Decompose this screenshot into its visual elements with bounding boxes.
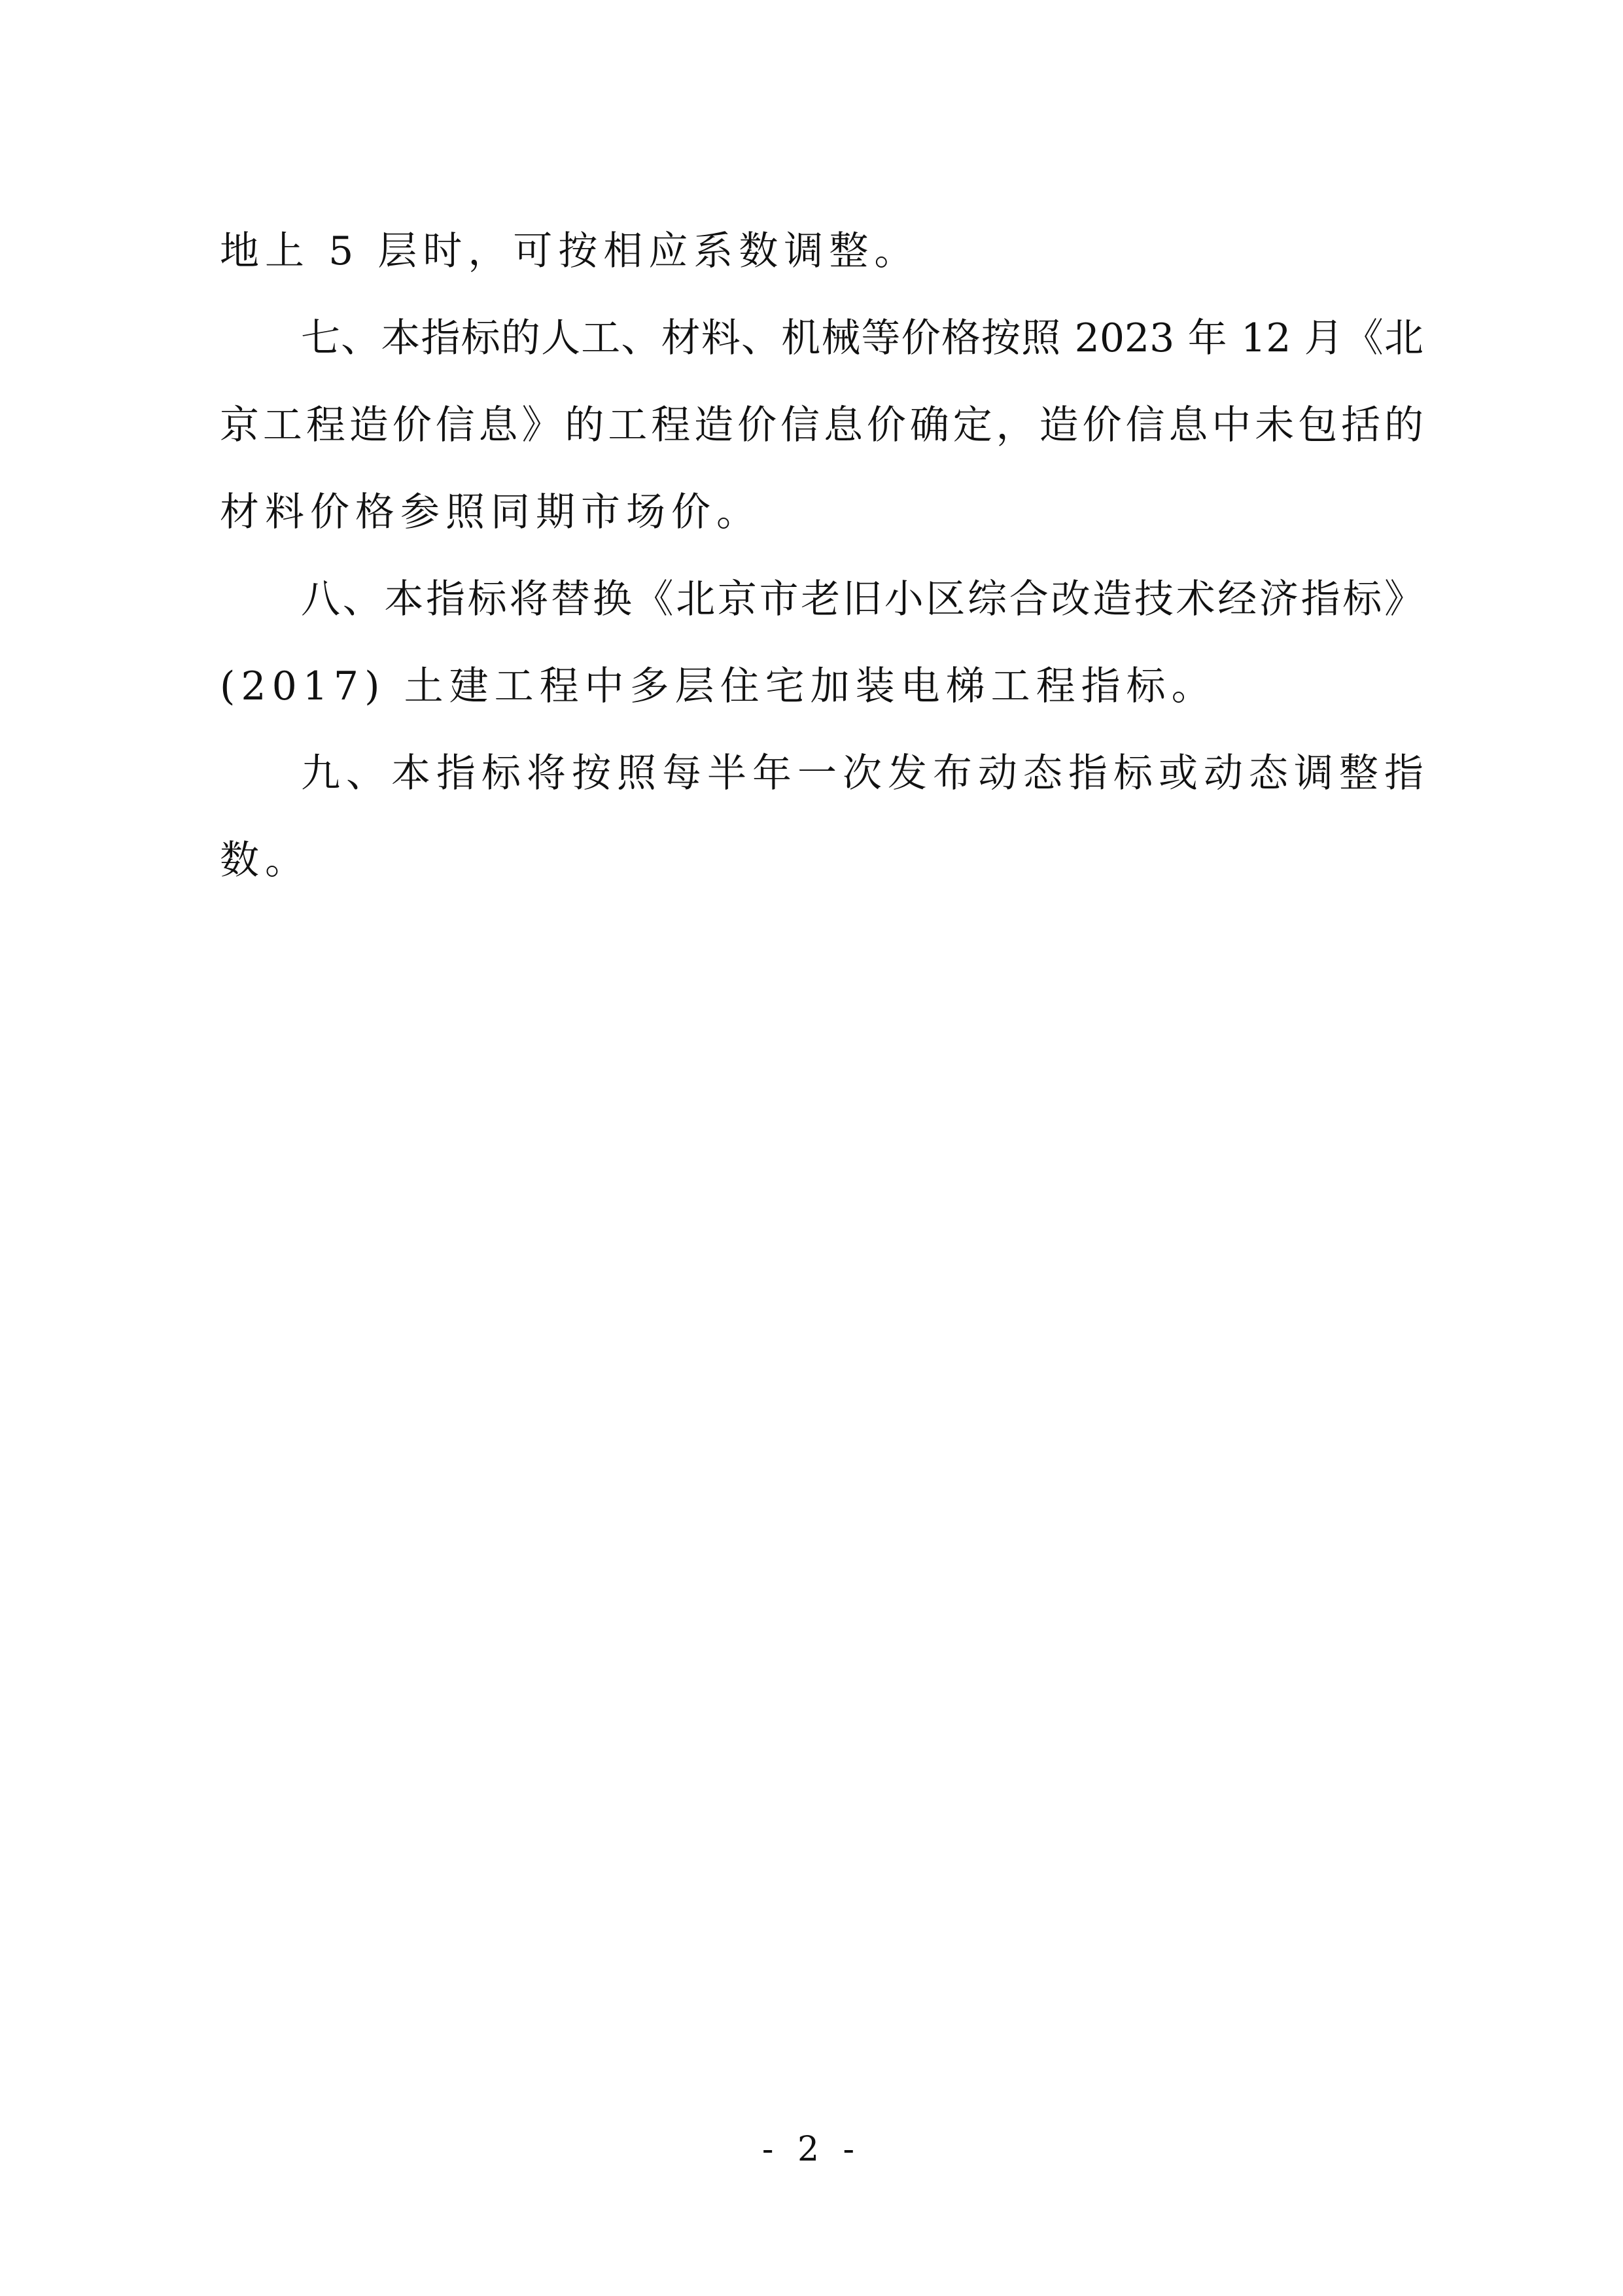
paragraph-6-line-2: 地上 5 层时，可按相应系数调整。: [220, 228, 920, 274]
paragraph-7-line-2: 京工程造价信息》的工程造价信息价确定，造价信息中未包括的: [220, 402, 1423, 448]
page-number: - 2 -: [761, 2130, 862, 2169]
paragraph-8-line-2: (2017) 土建工程中多层住宅加装电梯工程指标。: [220, 663, 1217, 709]
paragraph-9-line-2: 数。: [220, 838, 310, 883]
paragraph-9-line-1: 九、本指标将按照每半年一次发布动态指标或动态调整指: [301, 751, 1429, 796]
paragraph-8-line-1: 八、本指标将替换《北京市老旧小区综合改造技术经济指标》: [301, 576, 1423, 622]
paragraph-7-line-3: 材料价格参照同期市场价。: [220, 489, 761, 535]
body-text: [220, 208, 1429, 904]
paragraph-7-line-1: 七、本指标的人工、材料、机械等价格按照 2023 年 12 月《北: [301, 315, 1423, 361]
